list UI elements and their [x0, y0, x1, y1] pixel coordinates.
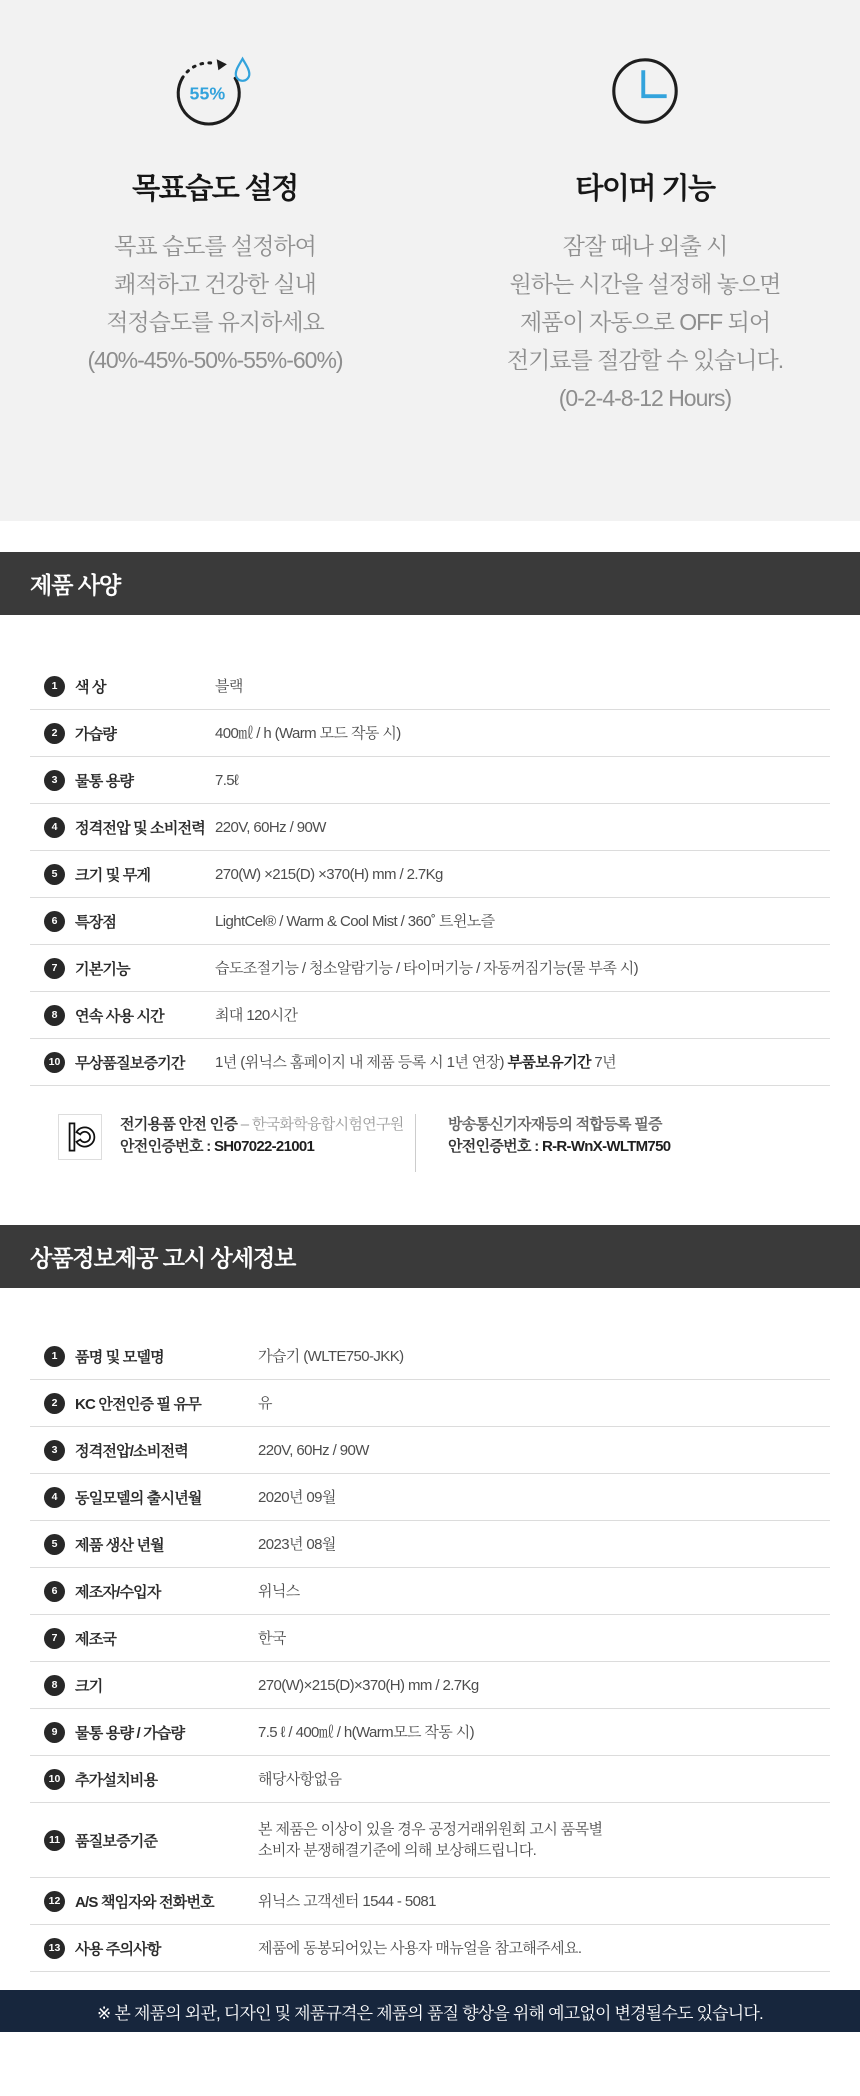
- row-label: 제품 생산 년월: [75, 1536, 164, 1554]
- kc-certification-section: [30, 1114, 830, 1172]
- row-label: 물통 용량: [75, 772, 134, 790]
- kc-mark-icon: [58, 1114, 102, 1160]
- cert-right-line1: 방송통신기자재등의 적합등록 필증: [448, 1116, 662, 1133]
- row-label: 기본기능: [75, 960, 130, 978]
- row-value: 제품에 동봉되어있는 사용자 매뉴얼을 참고해주세요.: [258, 1939, 582, 1957]
- row-value: 400㎖ / h (Warm 모드 작동 시): [215, 724, 401, 742]
- row-label: 물통 용량 / 가습량: [75, 1724, 185, 1742]
- feature-description-timer: [430, 227, 860, 417]
- feature-description-line: 제품이 자동으로 OFF 되어: [519, 309, 771, 335]
- feature-title-timer: 타이머 기능: [575, 173, 715, 205]
- row-number-badge: 10: [44, 1052, 65, 1073]
- row-number-badge: 9: [44, 1722, 65, 1743]
- row-label: 품질보증기준: [75, 1832, 158, 1850]
- row-label: 무상품질보증기간: [75, 1054, 185, 1072]
- row-number-badge: 2: [44, 1393, 65, 1414]
- section-header-product-spec: [0, 552, 860, 615]
- row-number-badge: 1: [44, 1346, 65, 1367]
- feature-description-line: (0-2-4-8-12 Hours): [558, 385, 732, 411]
- row-label: KC 안전인증 필 유무: [75, 1395, 201, 1413]
- feature-description-humidity: [0, 227, 430, 379]
- table-row: [30, 1709, 830, 1756]
- table-row: [30, 1878, 830, 1925]
- table-row: [30, 663, 830, 710]
- section-title: 상품정보제공 고시 상세정보: [30, 1245, 296, 1271]
- footer-notice-text: ※ 본 제품의 외관, 디자인 및 제품규격은 제품의 품질 향상을 위해 예고없이 변경될수도 있습니다.: [97, 2003, 763, 2023]
- table-row: [30, 1803, 830, 1878]
- row-value: 220V, 60Hz / 90W: [215, 818, 326, 836]
- table-row: [30, 757, 830, 804]
- row-number-badge: 12: [44, 1891, 65, 1912]
- row-number-badge: 11: [44, 1830, 65, 1851]
- section-title: 제품 사양: [30, 572, 121, 598]
- row-number-badge: 3: [44, 770, 65, 791]
- row-number-badge: 1: [44, 676, 65, 697]
- footer-notice-bar: [0, 1990, 860, 2032]
- table-row: [30, 1615, 830, 1662]
- table-row: [30, 804, 830, 851]
- table-row: [30, 1039, 830, 1086]
- timer-clock-icon: [430, 52, 860, 132]
- cert-left-title: 전기용품 안전 인증: [120, 1116, 238, 1133]
- row-value: 본 제품은 이상이 있을 경우 공정거래위원회 고시 품목별 소비자 분쟁해결기준에 의해 보상해드립니다.: [258, 1821, 603, 1859]
- row-label: 제조자/수입자: [75, 1583, 161, 1601]
- row-number-badge: 8: [44, 1675, 65, 1696]
- feature-description-line: 목표 습도를 설정하여: [114, 233, 316, 259]
- table-row: [30, 945, 830, 992]
- row-value: 위닉스: [258, 1582, 300, 1600]
- table-row: [30, 1333, 830, 1380]
- row-number-badge: 4: [44, 817, 65, 838]
- cert-number-value: R-R-WnX-WLTM750: [541, 1138, 671, 1155]
- row-value: 위닉스 고객센터 1544 - 5081: [258, 1892, 436, 1910]
- row-label: 정격전압/소비전력: [75, 1442, 188, 1460]
- table-row: [30, 1756, 830, 1803]
- cert-left-line2: [120, 1136, 404, 1158]
- table-row: [30, 710, 830, 757]
- row-value: 270(W) ×215(D) ×370(H) mm / 2.7Kg: [215, 865, 443, 883]
- cert-right-line2: [448, 1136, 830, 1158]
- row-number-badge: 8: [44, 1005, 65, 1026]
- row-value: 가습기 (WLTE750-JKK): [258, 1347, 404, 1365]
- table-row: [30, 1521, 830, 1568]
- table-row: [30, 992, 830, 1039]
- row-label: 사용 주의사항: [75, 1940, 161, 1958]
- cert-left-text: [120, 1114, 404, 1158]
- hero-section: [0, 0, 860, 521]
- cert-number-label: 안전인증번호 :: [448, 1138, 542, 1155]
- table-row: [30, 1380, 830, 1427]
- humidity-gauge-icon: [0, 52, 430, 132]
- cert-left-agency: – 한국화학융합시험연구원: [237, 1116, 404, 1133]
- feature-description-line: 쾌적하고 건강한 실내: [114, 271, 316, 297]
- feature-description-line: 적정습도를 유지하세요: [106, 309, 324, 335]
- row-number-badge: 6: [44, 911, 65, 932]
- cert-number-label: 안전인증번호 :: [120, 1138, 214, 1155]
- row-number-badge: 4: [44, 1487, 65, 1508]
- row-value: 습도조절기능 / 청소알람기능 / 타이머기능 / 자동꺼짐기능(물 부족 시): [215, 959, 639, 977]
- row-number-badge: 2: [44, 723, 65, 744]
- table-row: [30, 1925, 830, 1972]
- cert-vertical-divider: [415, 1114, 416, 1172]
- table-row: [30, 1427, 830, 1474]
- row-label: 특장점: [75, 913, 117, 931]
- row-value: 220V, 60Hz / 90W: [258, 1441, 369, 1459]
- feature-description-line: 전기료를 절감할 수 있습니다.: [506, 347, 784, 373]
- row-label: 품명 및 모델명: [75, 1348, 164, 1366]
- row-label: 가습량: [75, 725, 117, 743]
- row-label: 연속 사용 시간: [75, 1007, 164, 1025]
- row-value: 2020년 09월: [258, 1488, 336, 1506]
- feature-card-timer: [430, 52, 860, 521]
- info-disclosure-table: [30, 1333, 830, 1972]
- row-value: LightCel® / Warm & Cool Mist / 360˚ 트윈노즐: [215, 912, 495, 930]
- row-number-badge: 10: [44, 1769, 65, 1790]
- row-value: 1년 (위닉스 홈페이지 내 제품 등록 시 1년 연장) 부품보유기간 7년: [215, 1053, 617, 1071]
- row-value: 한국: [258, 1629, 286, 1647]
- row-label: 크기 및 무게: [75, 866, 151, 884]
- feature-description-line: (40%-45%-50%-55%-60%): [87, 347, 343, 373]
- row-label: 정격전압 및 소비전력: [75, 819, 205, 837]
- row-number-badge: 7: [44, 1628, 65, 1649]
- table-row: [30, 1568, 830, 1615]
- humidity-icon-label: 55%: [189, 83, 226, 104]
- row-value: 해당사항없음: [258, 1770, 342, 1788]
- row-number-badge: 5: [44, 1534, 65, 1555]
- section-header-info-disclosure: [0, 1225, 860, 1288]
- row-value: 2023년 08월: [258, 1535, 336, 1553]
- row-label: 색 상: [75, 678, 106, 696]
- table-row: [30, 851, 830, 898]
- feature-card-humidity: [0, 52, 430, 521]
- table-row: [30, 1474, 830, 1521]
- row-number-badge: 13: [44, 1938, 65, 1959]
- row-label: 동일모델의 출시년월: [75, 1489, 202, 1507]
- row-value: 7.5ℓ: [215, 771, 239, 789]
- row-label: A/S 책임자와 전화번호: [75, 1893, 214, 1911]
- row-value: 최대 120시간: [215, 1006, 298, 1024]
- cert-left-line1: [120, 1114, 404, 1136]
- row-number-badge: 5: [44, 864, 65, 885]
- row-number-badge: 7: [44, 958, 65, 979]
- feature-description-line: 원하는 시간을 설정해 놓으면: [509, 271, 781, 297]
- row-value: 블랙: [215, 677, 243, 695]
- row-label: 크기: [75, 1677, 103, 1695]
- row-value: 7.5 ℓ / 400㎖ / h(Warm모드 작동 시): [258, 1723, 475, 1741]
- feature-title-humidity: 목표습도 설정: [132, 173, 298, 205]
- row-number-badge: 3: [44, 1440, 65, 1461]
- row-number-badge: 6: [44, 1581, 65, 1602]
- row-label: 제조국: [75, 1630, 117, 1648]
- row-label: 추가설치비용: [75, 1771, 158, 1789]
- row-value: 유: [258, 1394, 272, 1412]
- cert-number-value: SH07022-21001: [213, 1138, 315, 1155]
- product-spec-table: [30, 663, 830, 1086]
- table-row: [30, 898, 830, 945]
- table-row: [30, 1662, 830, 1709]
- feature-description-line: 잠잘 때나 외출 시: [562, 233, 728, 259]
- row-value: 270(W)×215(D)×370(H) mm / 2.7Kg: [258, 1676, 479, 1694]
- cert-right-text: [448, 1114, 830, 1158]
